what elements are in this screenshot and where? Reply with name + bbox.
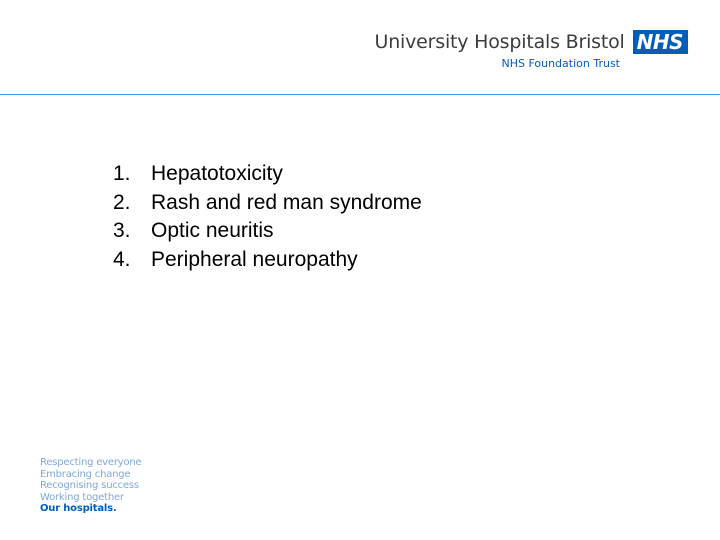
answer-item [113, 189, 422, 218]
answer-number: 4. [113, 247, 131, 271]
trust-name: NHS Foundation Trust [501, 57, 620, 70]
answer-number: 3. [113, 219, 131, 242]
answer-item [113, 160, 422, 189]
answer-list [113, 160, 422, 274]
trust-values [40, 457, 141, 515]
header-divider [0, 94, 720, 95]
answer-text: Optic neuritis [151, 219, 274, 242]
header-logo [374, 30, 688, 70]
value-line: Embracing change [40, 468, 131, 480]
answer-item [113, 246, 422, 275]
answer-text: Hepatotoxicity [151, 162, 283, 185]
organisation-name: University Hospitals Bristol [374, 31, 625, 53]
organisation-line [374, 30, 688, 54]
answer-text: Peripheral neuropathy [151, 247, 358, 271]
answer-number: 1. [113, 162, 131, 185]
value-line: Recognising success [40, 480, 139, 491]
value-line-emphasis: Our hospitals. [40, 503, 117, 514]
answer-text: Rash and red man syndrome [151, 190, 422, 214]
answer-item [113, 217, 422, 246]
answer-number: 2. [113, 190, 131, 214]
value-line: Respecting everyone [40, 457, 142, 468]
nhs-logo-badge: NHS [633, 30, 688, 54]
value-line: Working together [40, 491, 124, 503]
